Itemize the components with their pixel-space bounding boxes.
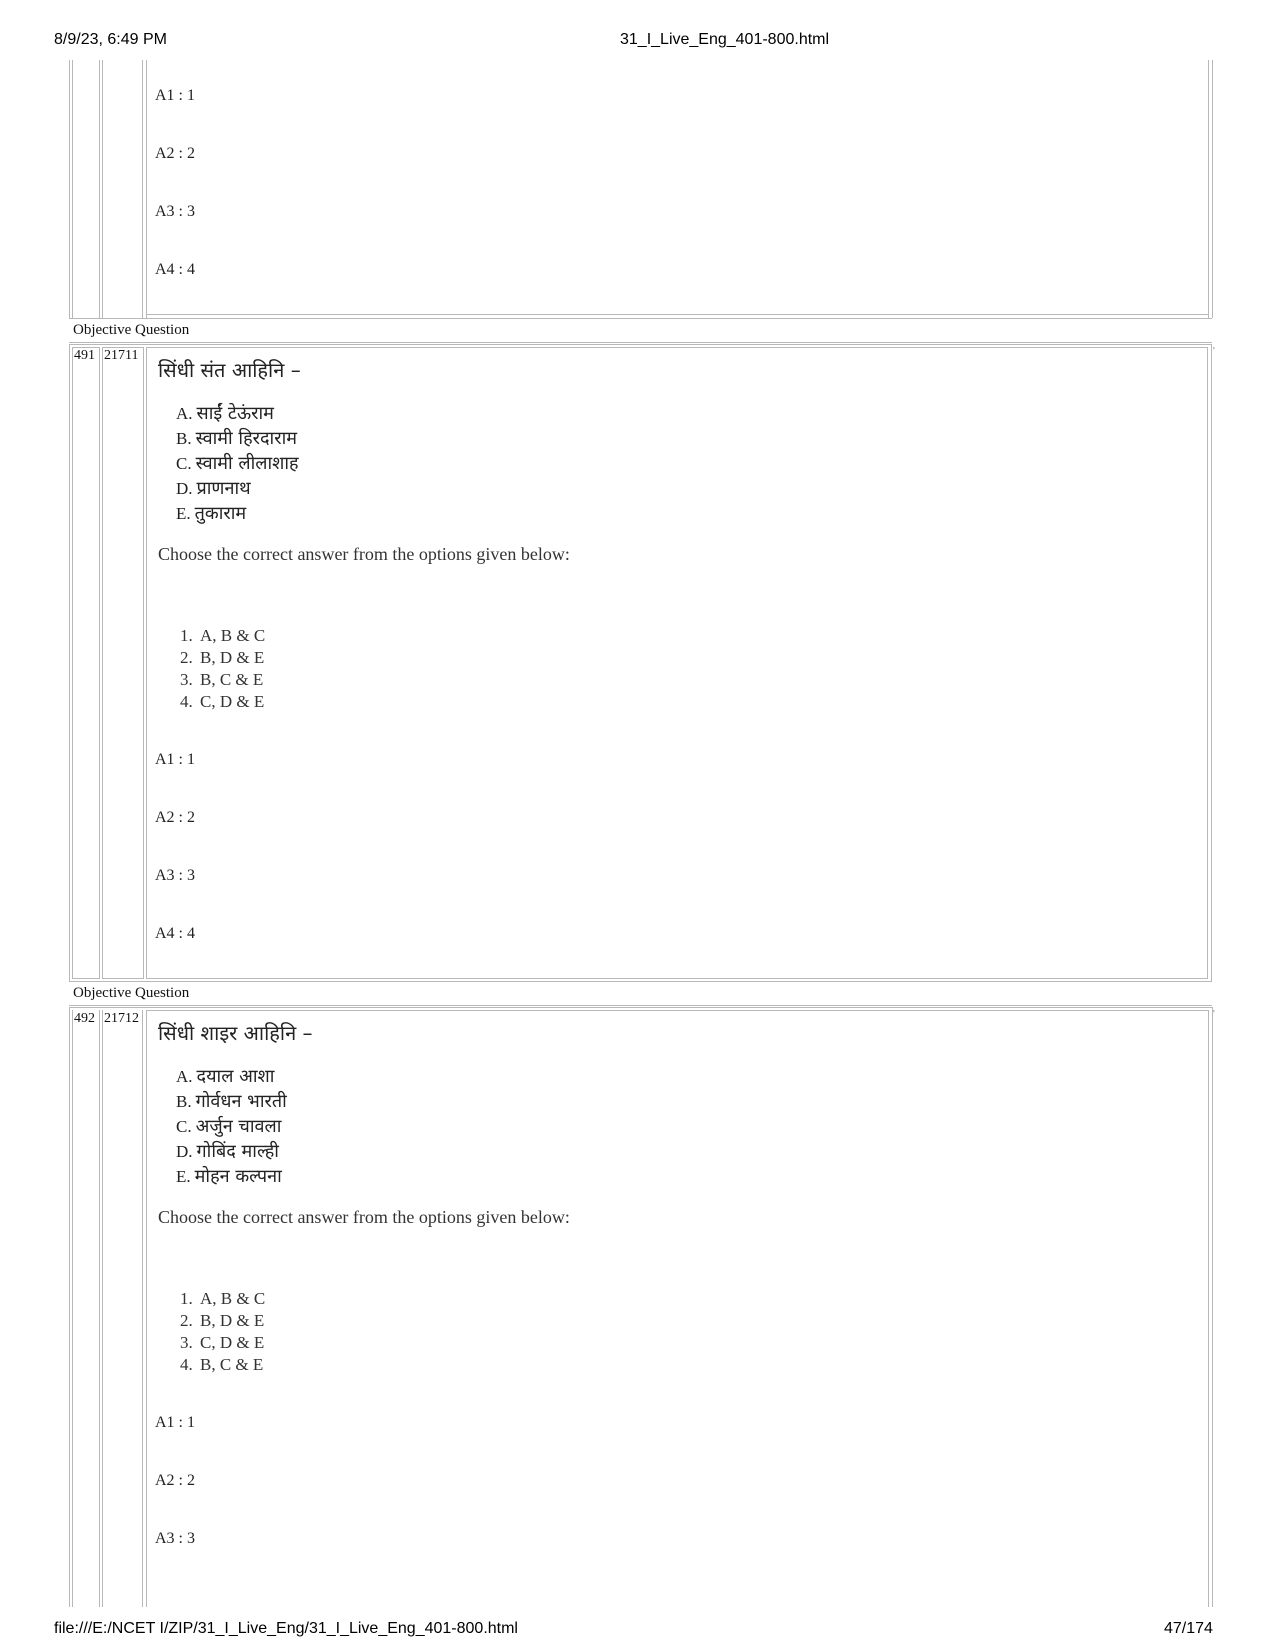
statement-item: D. गोबिंद माल्ही [176,1141,279,1162]
choice-item: 4. B, C & E [180,1355,264,1374]
question-id: 21712 [104,1011,139,1026]
statement-item: B. गोर्वधन भारती [176,1091,287,1112]
question-cell [146,347,1208,979]
statement-item: A. साईं टेऊंराम [176,403,274,424]
answer-option: A2 : 2 [155,809,195,826]
table-border [72,1010,73,1607]
table-border [69,318,1212,319]
table-border [69,342,1212,343]
statement-list [176,1064,287,1189]
answer-option: A2 : 2 [155,1472,195,1489]
choice-item: 1. A, B & C [180,626,266,645]
answer-option: A3 : 3 [155,203,195,220]
answer-option: A4 : 4 [155,261,195,278]
table-border [142,1010,143,1607]
instruction-text: Choose the correct answer from the options given below: [158,1207,570,1227]
print-datetime: 8/9/23, 6:49 PM [54,31,167,48]
table-border [102,60,103,318]
id-cell [102,347,144,979]
table-border [146,1010,1208,1011]
table-border [1212,60,1213,318]
table-border [72,60,73,318]
serial-cell [72,347,100,979]
answer-option: A1 : 1 [155,1414,195,1431]
table-border [102,1010,103,1607]
answer-option: A1 : 1 [155,751,195,768]
choice-item: 1. A, B & C [180,1289,266,1308]
table-border [69,1007,1212,1008]
question-text: सिंधी संत आहिनि – [158,358,301,382]
page-number: 47/174 [1164,1620,1213,1637]
edge-mark: ' [1213,346,1215,357]
choice-list [180,625,265,713]
document-title: 31_I_Live_Eng_401-800.html [620,31,830,48]
question-serial: 492 [74,1011,95,1026]
question-text: सिंधी शाइर आहिनि – [158,1021,313,1045]
statement-item: C. स्वामी लीलाशाह [176,453,299,474]
table-border [69,1007,70,1607]
question-id: 21711 [104,348,139,363]
statement-item: D. प्राणनाथ [176,478,251,499]
table-border [69,60,70,318]
choice-item: 2. B, D & E [180,648,265,667]
table-border [1208,1010,1209,1607]
answer-option: A3 : 3 [155,1530,195,1547]
table-border [146,314,1208,315]
table-border [142,60,143,318]
table-border [99,60,100,318]
table-border [146,1010,147,1607]
table-border [1212,1007,1213,1607]
statement-item: E. तुकाराम [176,503,247,524]
statement-list [176,401,299,526]
table-border [69,1005,1212,1006]
answer-option: A3 : 3 [155,867,195,884]
question-serial: 491 [74,348,95,363]
table-border [146,60,147,318]
statement-item: C. अर्जुन चावला [176,1116,282,1137]
edge-mark: ' [1213,1009,1215,1020]
answer-option: A1 : 1 [155,87,195,104]
choice-item: 3. C, D & E [180,1333,265,1352]
statement-item: E. मोहन कल्पना [176,1166,282,1187]
choice-item: 2. B, D & E [180,1311,265,1330]
statement-item: B. स्वामी हिरदाराम [176,428,298,449]
statement-item: A. दयाल आशा [176,1066,275,1087]
section-label: Objective Question [73,322,190,338]
table-border [1208,60,1209,318]
choice-list [180,1288,265,1376]
choice-item: 4. C, D & E [180,692,265,711]
answer-option: A4 : 4 [155,925,195,942]
section-label: Objective Question [73,985,190,1001]
table-border [99,1010,100,1607]
choice-item: 3. B, C & E [180,670,264,689]
file-path: file:///E:/NCET I/ZIP/31_I_Live_Eng/31_I_Live_Eng_401-800.html [54,1620,518,1637]
answer-option: A2 : 2 [155,145,195,162]
instruction-text: Choose the correct answer from the options given below: [158,544,570,564]
